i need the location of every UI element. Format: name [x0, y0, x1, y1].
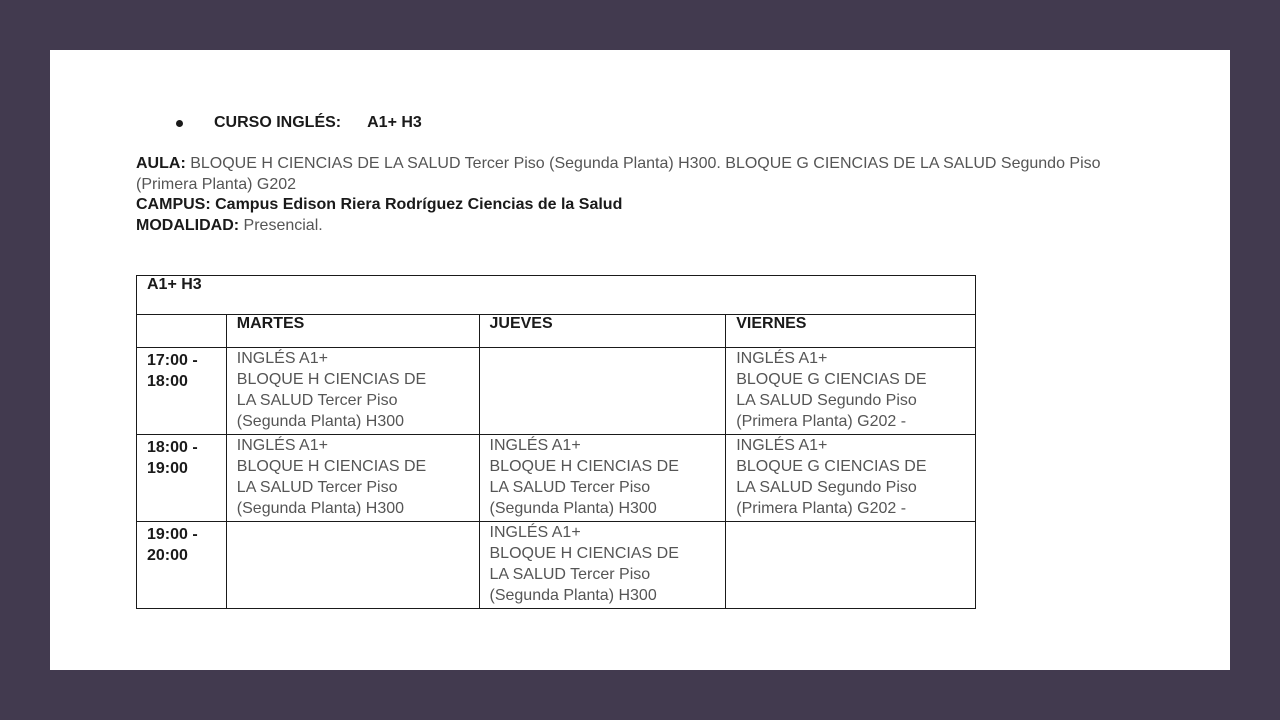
- class-cell-line: INGLÉS A1+: [236, 350, 328, 367]
- class-cell-line: BLOQUE H CIENCIAS DE: [236, 458, 427, 475]
- class-cell-line: (Primera Planta) G202 -: [736, 413, 907, 430]
- class-cell-viernes: [726, 348, 976, 435]
- class-cell-line: BLOQUE H CIENCIAS DE: [236, 371, 427, 388]
- class-cell-line: LA SALUD Tercer Piso: [489, 566, 651, 583]
- class-cell-viernes: [726, 522, 976, 609]
- class-cell-line: (Segunda Planta) H300: [489, 587, 657, 604]
- time-slot-line: 20:00: [147, 547, 188, 564]
- class-cell-line: INGLÉS A1+: [489, 437, 581, 454]
- header-martes: MARTES: [226, 315, 479, 348]
- time-slot-line: 17:00 -: [147, 352, 198, 369]
- course-info: [136, 154, 1166, 236]
- header-empty-cell: [137, 315, 227, 348]
- class-cell-line: (Segunda Planta) H300: [236, 500, 405, 517]
- table-row: [137, 522, 976, 609]
- time-slot-cell: [137, 435, 227, 522]
- class-cell-viernes: [726, 435, 976, 522]
- modalidad-value: Presencial.: [243, 216, 323, 234]
- class-cell-line: LA SALUD Segundo Piso: [736, 479, 917, 496]
- campus-line: [136, 195, 1166, 216]
- table-title: A1+ H3: [137, 276, 976, 315]
- course-code: A1+ H3: [367, 114, 422, 131]
- time-slot-line: 18:00 -: [147, 439, 198, 456]
- time-slot-line: 18:00: [147, 373, 188, 390]
- class-cell-line: INGLÉS A1+: [736, 350, 828, 367]
- class-cell-line: BLOQUE G CIENCIAS DE: [736, 371, 927, 388]
- table-row: [137, 435, 976, 522]
- modalidad-line: [136, 216, 1166, 237]
- modalidad-label: MODALIDAD:: [136, 216, 240, 234]
- header-viernes: VIERNES: [726, 315, 976, 348]
- aula-label: AULA:: [136, 155, 186, 172]
- class-cell-line: LA SALUD Tercer Piso: [236, 479, 398, 496]
- course-heading-label: CURSO INGLÉS:: [214, 114, 342, 131]
- class-cell-line: LA SALUD Tercer Piso: [236, 392, 398, 409]
- aula-value: BLOQUE H CIENCIAS DE LA SALUD Tercer Piso (Segunda Planta) H300. BLOQUE G CIENCIAS DE LA SALUD Segundo Piso (Primera Planta) G202: [136, 155, 1101, 193]
- class-cell-line: BLOQUE G CIENCIAS DE: [736, 458, 927, 475]
- class-cell-line: (Segunda Planta) H300: [236, 413, 405, 430]
- class-cell-line: (Segunda Planta) H300: [489, 500, 657, 517]
- campus-label: CAMPUS:: [136, 196, 211, 213]
- class-cell-line: BLOQUE H CIENCIAS DE: [489, 458, 679, 475]
- class-cell-line: BLOQUE H CIENCIAS DE: [489, 545, 679, 562]
- document-page: [50, 50, 1230, 670]
- class-cell-line: LA SALUD Segundo Piso: [736, 392, 917, 409]
- bullet-icon: [176, 120, 183, 127]
- time-slot-cell: [137, 348, 227, 435]
- time-slot-cell: [137, 522, 227, 609]
- course-heading: [176, 114, 422, 132]
- class-cell-martes: [226, 435, 479, 522]
- table-row: [137, 348, 976, 435]
- class-cell-martes: [226, 522, 479, 609]
- class-cell-jueves: [479, 522, 726, 609]
- class-cell-martes: [226, 348, 479, 435]
- class-cell-line: LA SALUD Tercer Piso: [489, 479, 651, 496]
- header-jueves: JUEVES: [479, 315, 726, 348]
- class-cell-line: INGLÉS A1+: [236, 437, 328, 454]
- class-cell-line: INGLÉS A1+: [489, 524, 581, 541]
- class-cell-line: (Primera Planta) G202 -: [736, 500, 907, 517]
- table-title-row: [137, 276, 976, 315]
- time-slot-line: 19:00: [147, 460, 188, 477]
- table-header-row: [137, 315, 976, 348]
- aula-line: [136, 154, 1166, 195]
- schedule-table: [136, 275, 976, 609]
- class-cell-line: INGLÉS A1+: [736, 437, 828, 454]
- time-slot-line: 19:00 -: [147, 526, 198, 543]
- campus-value: Campus Edison Riera Rodríguez Ciencias de la Salud: [215, 196, 623, 213]
- class-cell-jueves: [479, 435, 726, 522]
- class-cell-jueves: [479, 348, 726, 435]
